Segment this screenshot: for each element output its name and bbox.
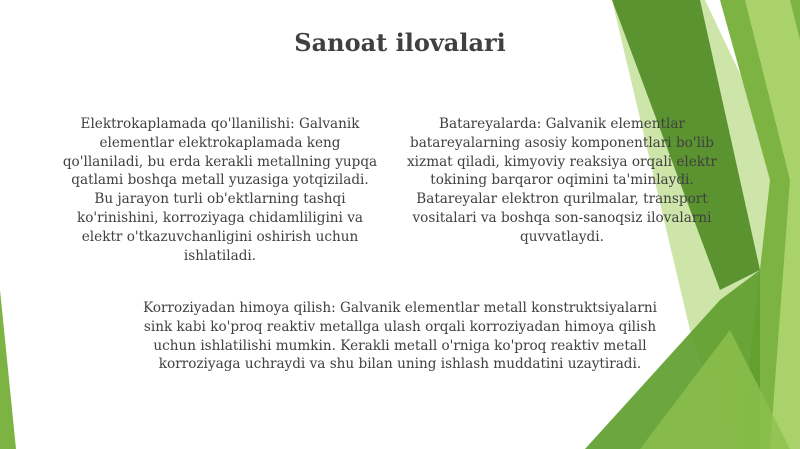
slide-title: Sanoat ilovalari [294,28,506,57]
batteries-paragraph: Batareyalarda: Galvanik elementlar batareyalarning asosiy komponentlari bo'lib xizmat qiladi, kimyoviy reaksiya orqali elektr tokining barqaror oqimini ta'minlaydi. Batareyalar elektron qurilmalar, transport vositalari va boshqa son-sanoqsiz ilovalarni quvvatlaydi. [407,116,717,245]
electroplating-paragraph: Elektrokaplamada qo'llanilishi: Galvanik elementlar elektrokaplamada keng qo'llaniladi, bu erda kerakli metallning yupqa qatlami boshqa metall yuzasiga yotqiziladi. Bu jarayon turli ob'ektlarning tashqi ko'rinishini, korroziyaga chidamliligini va elektr o'tkazuvchanligini oshirish uchun ishlatiladi. [62,116,378,264]
left-green-strip [0,290,16,449]
corrosion-paragraph: Korroziyadan himoya qilish: Galvanik elementlar metall konstruktsiyalarni sink kabi ko'proq reaktiv metallga ulash orqali korroziyadan himoya qilish uchun ishlatilishi mumkin. Kerakli metall o'rniga ko'proq reaktiv metall korroziyaga uchraydi va shu bilan uning ishlash muddatini uzaytiradi. [143,300,657,373]
